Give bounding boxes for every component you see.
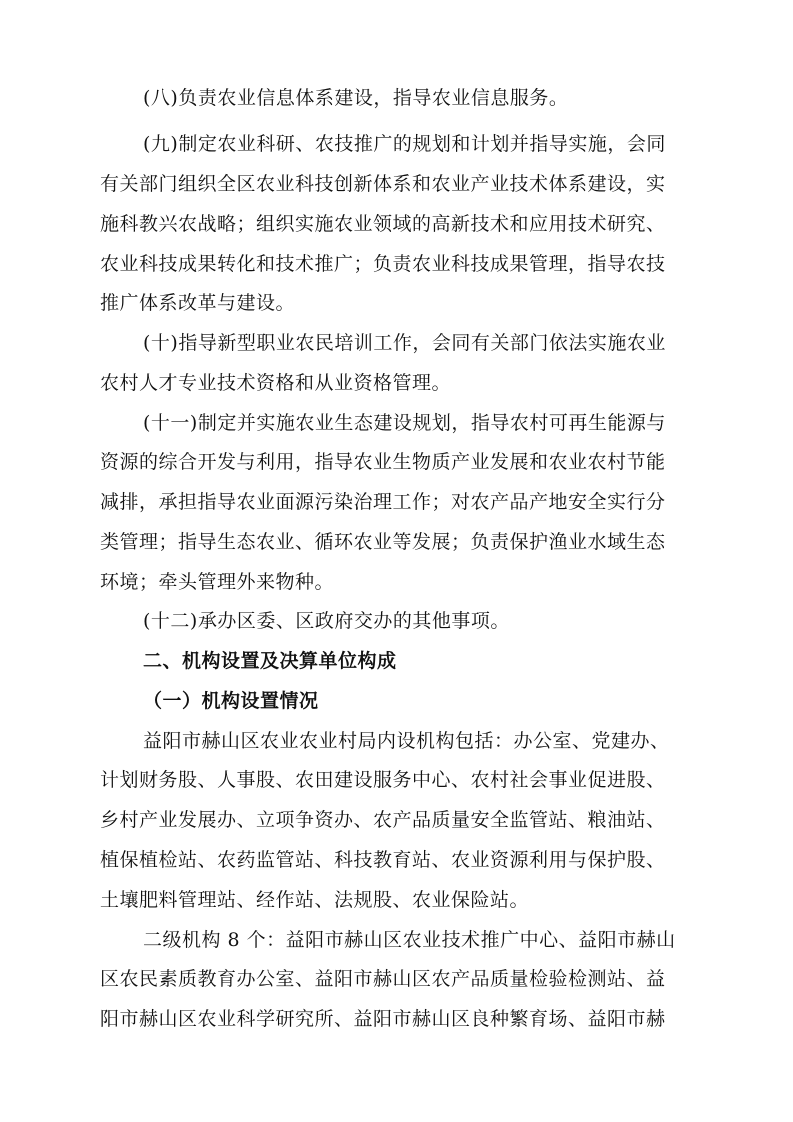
paragraph-9-line-4: 农业科技成果转化和技术推广；负责农业科技成果管理，指导农技	[100, 253, 666, 275]
internal-bodies-line-2: 计划财务股、人事股、农田建设服务中心、农村社会事业促进股、	[100, 769, 666, 791]
internal-bodies-line-3: 乡村产业发展办、立项争资办、农产品质量安全监管站、粮油站、	[100, 809, 666, 831]
paragraph-8-line-1: (八)负责农业信息体系建设，指导农业信息服务。	[143, 87, 569, 109]
paragraph-11-line-5: 环境；牵头管理外来物种。	[100, 571, 335, 593]
secondary-bodies-line-2: 区农民素质教育办公室、益阳市赫山区农产品质量检验检测站、益	[100, 968, 666, 990]
paragraph-10-line-2: 农村人才专业技术资格和从业资格管理。	[100, 372, 452, 394]
paragraph-9-line-2: 有关部门组织全区农业科技创新体系和农业产业技术体系建设，实	[100, 173, 666, 195]
paragraph-12-line-1: (十二)承办区委、区政府交办的其他事项。	[143, 610, 510, 632]
internal-bodies-line-5: 土壤肥料管理站、经作站、法规股、农业保险站。	[100, 889, 530, 911]
secondary-bodies-line-1: 二级机构 8 个：益阳市赫山区农业技术推广中心、益阳市赫山	[143, 929, 676, 951]
paragraph-9-line-1: (九)制定农业科研、农技推广的规划和计划并指导实施，会同	[143, 133, 666, 155]
paragraph-11-line-1: (十一)制定并实施农业生态建设规划，指导农村可再生能源与	[143, 412, 666, 434]
secondary-bodies-line-3: 阳市赫山区农业科学研究所、益阳市赫山区良种繁育场、益阳市赫	[100, 1008, 666, 1030]
paragraph-10-line-1: (十)指导新型职业农民培训工作，会同有关部门依法实施农业	[143, 332, 666, 354]
subsection-heading-1: （一）机构设置情况	[143, 690, 319, 712]
internal-bodies-line-1: 益阳市赫山区农业农业村局内设机构包括：办公室、党建办、	[143, 730, 670, 752]
paragraph-11-line-3: 减排，承担指导农业面源污染治理工作；对农产品产地安全实行分	[100, 491, 666, 513]
paragraph-11-line-4: 类管理；指导生态农业、循环农业等发展；负责保护渔业水域生态	[100, 531, 666, 553]
paragraph-11-line-2: 资源的综合开发与利用，指导农业生物质产业发展和农业农村节能	[100, 451, 666, 473]
section-heading-2: 二、机构设置及决算单位构成	[143, 650, 397, 672]
internal-bodies-line-4: 植保植检站、农药监管站、科技教育站、农业资源利用与保护股、	[100, 849, 666, 871]
paragraph-9-line-3: 施科教兴农战略；组织实施农业领域的高新技术和应用技术研究、	[100, 213, 666, 235]
paragraph-9-line-5: 推广体系改革与建设。	[100, 292, 296, 314]
